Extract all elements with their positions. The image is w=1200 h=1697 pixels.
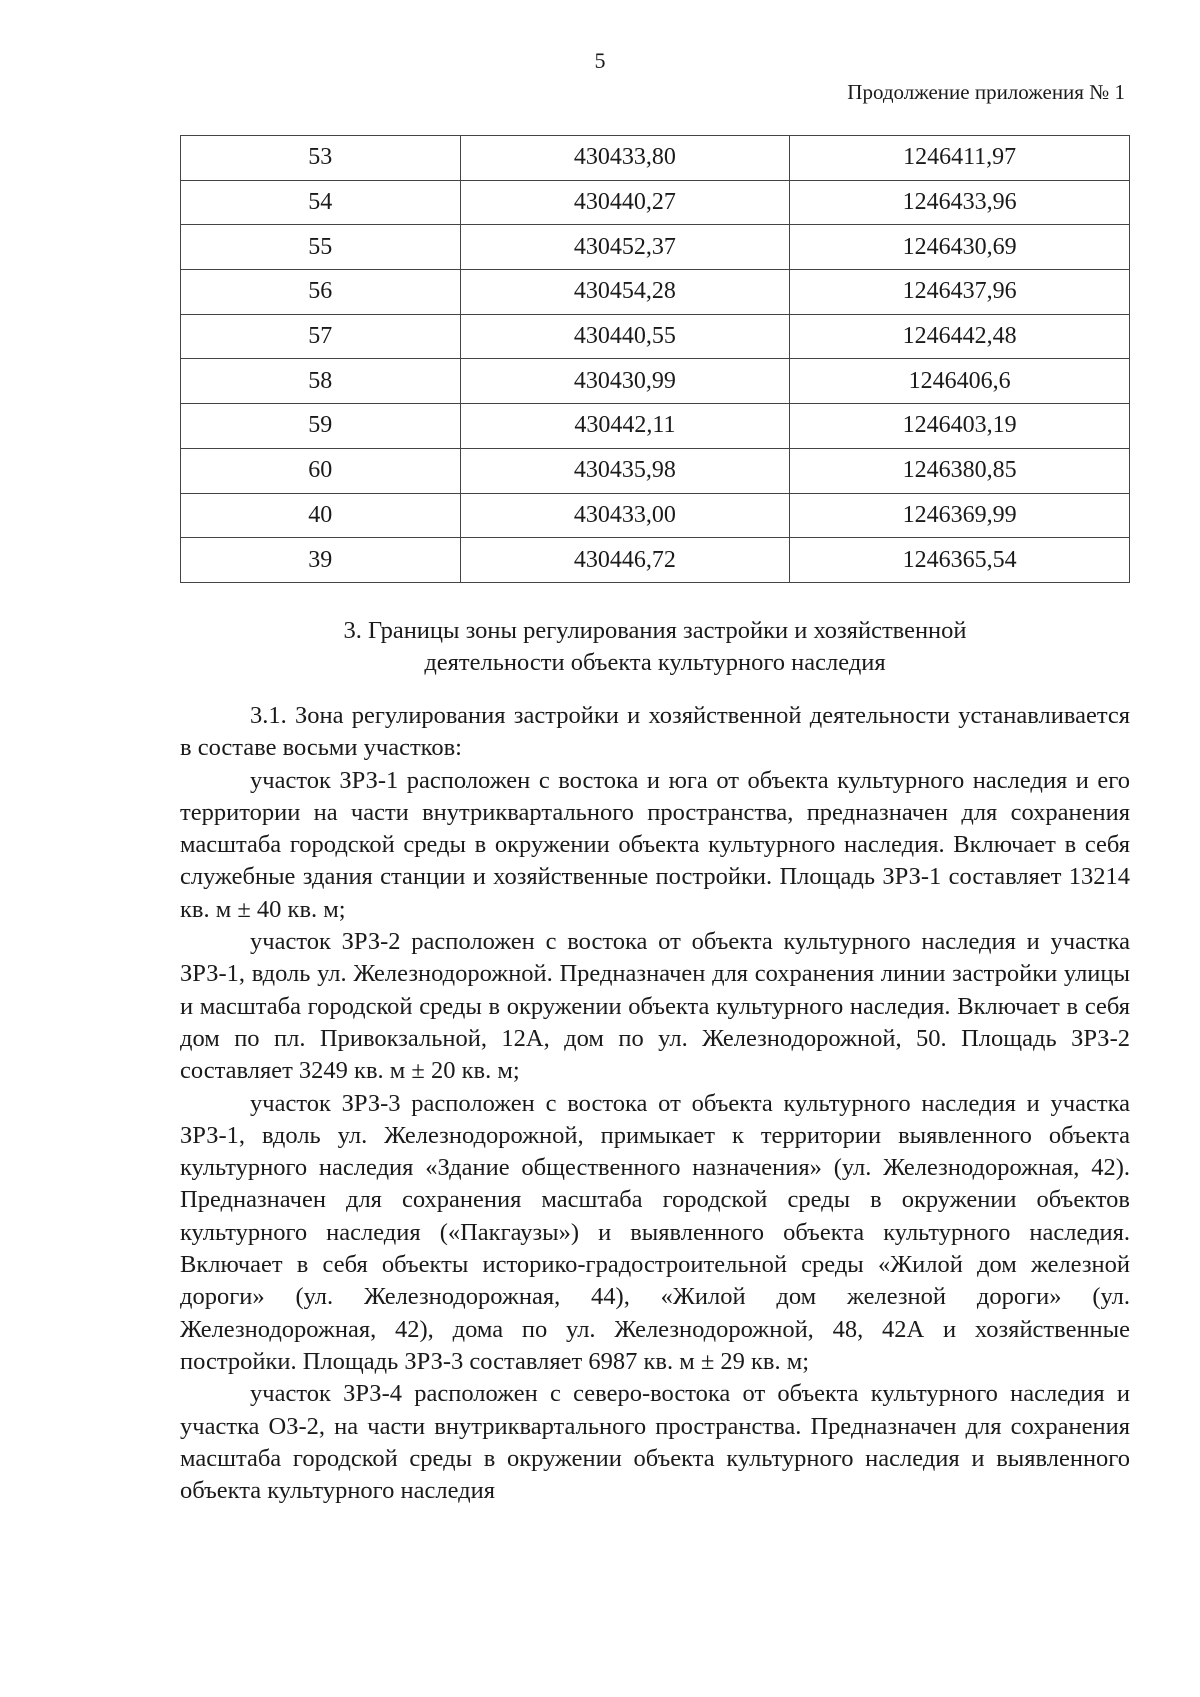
point-number-cell: 58 bbox=[181, 359, 461, 404]
y-coordinate-cell: 1246406,6 bbox=[790, 359, 1130, 404]
point-number-cell: 57 bbox=[181, 314, 461, 359]
x-coordinate-cell: 430446,72 bbox=[460, 538, 790, 583]
x-coordinate-cell: 430430,99 bbox=[460, 359, 790, 404]
point-number-cell: 40 bbox=[181, 493, 461, 538]
page-number: 5 bbox=[594, 48, 606, 73]
point-number-cell: 39 bbox=[181, 538, 461, 583]
section-heading bbox=[180, 615, 1130, 679]
y-coordinate-cell: 1246403,19 bbox=[790, 404, 1130, 449]
x-coordinate-cell: 430440,27 bbox=[460, 180, 790, 225]
x-coordinate-cell: 430452,37 bbox=[460, 225, 790, 270]
y-coordinate-cell: 1246369,99 bbox=[790, 493, 1130, 538]
coordinates-table bbox=[180, 135, 1130, 583]
appendix-continuation-label: Продолжение приложения № 1 bbox=[847, 80, 1125, 104]
table-row bbox=[181, 538, 1130, 583]
point-number-cell: 55 bbox=[181, 225, 461, 270]
point-number-cell: 56 bbox=[181, 270, 461, 315]
paragraph-zrz-1: участок ЗРЗ-1 расположен с востока и юга от объекта культурного наследия и его территории на части внутриквартального пространства, предназначен для сохранения масштаба городской среды в окружении объекта культурного наследия. Включает в себя служебные здания станции и хозяйственные постройки. Площадь ЗРЗ-1 составляет 13214 кв. м ± 40 кв. м; bbox=[180, 766, 1130, 923]
y-coordinate-cell: 1246437,96 bbox=[790, 270, 1130, 315]
y-coordinate-cell: 1246411,97 bbox=[790, 136, 1130, 181]
body-text bbox=[180, 700, 1130, 1507]
x-coordinate-cell: 430435,98 bbox=[460, 448, 790, 493]
table-row bbox=[181, 448, 1130, 493]
x-coordinate-cell: 430454,28 bbox=[460, 270, 790, 315]
y-coordinate-cell: 1246433,96 bbox=[790, 180, 1130, 225]
x-coordinate-cell: 430433,80 bbox=[460, 136, 790, 181]
paragraph-zrz-4: участок ЗРЗ-4 расположен с северо-востока от объекта культурного наследия и участка ОЗ-2, на части внутриквартального пространства. Предназначен для сохранения масштаба городской среды в окружении объекта культурного наследия и выявленного объекта культурного наследия bbox=[180, 1380, 1130, 1505]
y-coordinate-cell: 1246430,69 bbox=[790, 225, 1130, 270]
paragraph-zrz-2: участок ЗРЗ-2 расположен с востока от объекта культурного наследия и участка ЗРЗ-1, вдоль ул. Железнодорожной. Предназначен для сохранения линии застройки улицы и масштаба городской среды в окружении объекта культурного наследия. Включает в себя дом по пл. Привокзальной, 12А, дом по ул. Железнодорожной, 50. Площадь ЗРЗ-2 составляет 3249 кв. м ± 20 кв. м; bbox=[180, 928, 1130, 1085]
paragraph-zrz-3: участок ЗРЗ-3 расположен с востока от объекта культурного наследия и участка ЗРЗ-1, вдоль ул. Железнодорожной, примыкает к территории выявленного объекта культурного наследия «Здание общественного назначения» (ул. Железнодорожная, 42). Предназначен для сохранения масштаба городской среды в окружении объектов культурного наследия («Пакгаузы») и выявленного объекта культурного наследия. Включает в себя объекты историко-градостроительной среды «Жилой дом железной дороги» (ул. Железнодорожная, 44), «Жилой дом железной дороги» (ул. Железнодорожная, 42), дома по ул. Железнодорожной, 48, 42А и хозяйственные постройки. Площадь ЗРЗ-3 составляет 6987 кв. м ± 29 кв. м; bbox=[180, 1089, 1130, 1375]
table-row bbox=[181, 225, 1130, 270]
table-row bbox=[181, 270, 1130, 315]
y-coordinate-cell: 1246380,85 bbox=[790, 448, 1130, 493]
x-coordinate-cell: 430442,11 bbox=[460, 404, 790, 449]
y-coordinate-cell: 1246442,48 bbox=[790, 314, 1130, 359]
x-coordinate-cell: 430433,00 bbox=[460, 493, 790, 538]
section-heading-line: деятельности объекта культурного наследия bbox=[424, 649, 886, 676]
table-row bbox=[181, 180, 1130, 225]
table-row bbox=[181, 404, 1130, 449]
table-row bbox=[181, 136, 1130, 181]
table-row bbox=[181, 359, 1130, 404]
x-coordinate-cell: 430440,55 bbox=[460, 314, 790, 359]
point-number-cell: 53 bbox=[181, 136, 461, 181]
point-number-cell: 59 bbox=[181, 404, 461, 449]
section-heading-line: 3. Границы зоны регулирования застройки и хозяйственной bbox=[343, 617, 967, 644]
point-number-cell: 60 bbox=[181, 448, 461, 493]
y-coordinate-cell: 1246365,54 bbox=[790, 538, 1130, 583]
table-row bbox=[181, 493, 1130, 538]
point-number-cell: 54 bbox=[181, 180, 461, 225]
table-row bbox=[181, 314, 1130, 359]
paragraph-3-1: 3.1. Зона регулирования застройки и хозяйственной деятельности устанавливается в составе восьми участков: bbox=[180, 702, 1130, 762]
